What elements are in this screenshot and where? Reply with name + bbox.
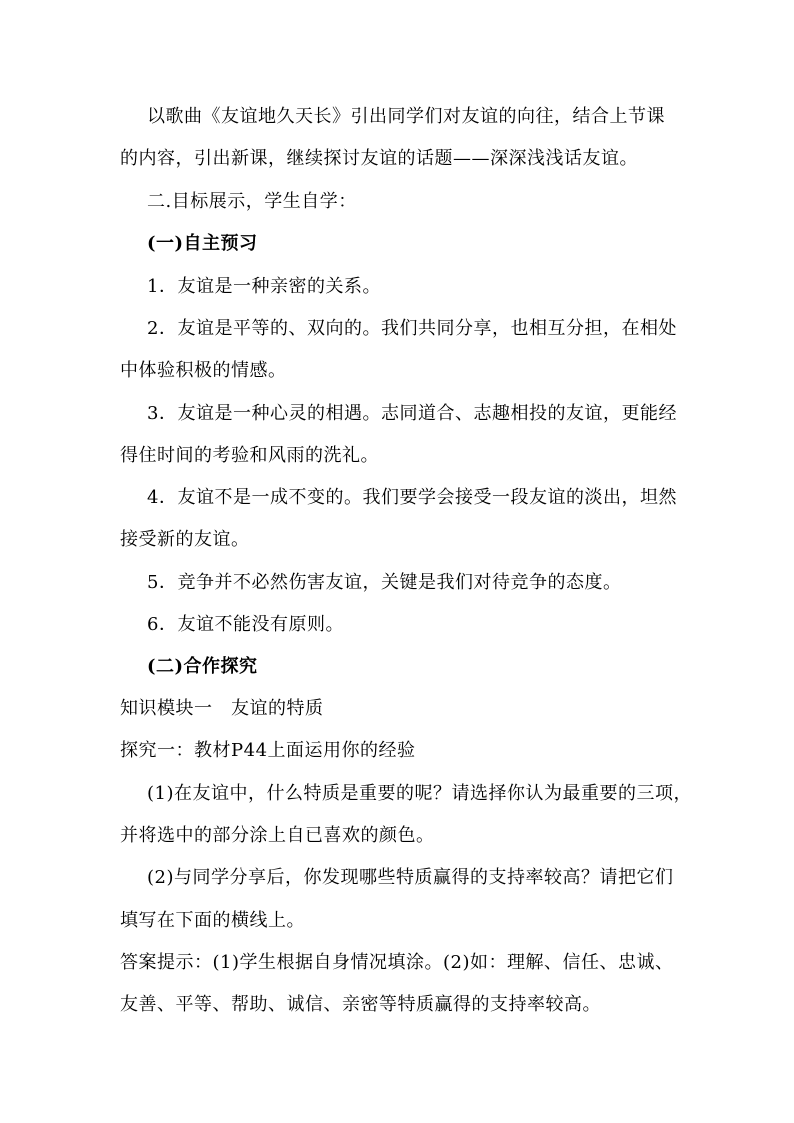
list-item-3-line-1: 3．友谊是一种心灵的相遇。志同道合、志趣相投的友谊，更能经 xyxy=(147,403,677,424)
paragraph-intro-line-1: 以歌曲《友谊地久天长》引出同学们对友谊的向往，结合上节课 xyxy=(147,106,665,127)
list-item-2-line-1: 2．友谊是平等的、双向的。我们共同分享，也相互分担，在相处 xyxy=(147,318,677,339)
paragraph-intro-line-2: 的内容，引出新课，继续探讨友谊的话题——深深浅浅话友谊。 xyxy=(120,148,638,169)
list-item-2-line-2: 中体验积极的情感。 xyxy=(120,360,287,381)
question-2-line-2: 填写在下面的横线上。 xyxy=(120,910,305,931)
list-item-1: 1．友谊是一种亲密的关系。 xyxy=(147,276,381,297)
list-item-3-line-2: 得住时间的考验和风雨的洗礼。 xyxy=(120,445,379,466)
list-item-4-line-2: 接受新的友谊。 xyxy=(120,529,250,550)
inquiry-heading: 探究一：教材P44上面运用你的经验 xyxy=(120,740,416,761)
module-heading: 知识模块一 友谊的特质 xyxy=(120,698,324,719)
question-2-line-1: (2)与同学分享后，你发现哪些特质赢得的支持率较高？请把它们 xyxy=(147,867,674,888)
answer-hint-line-2: 友善、平等、帮助、诚信、亲密等特质赢得的支持率较高。 xyxy=(120,994,601,1015)
section-heading-goals: 二.目标展示，学生自学： xyxy=(147,191,357,212)
list-item-4-line-1: 4．友谊不是一成不变的。我们要学会接受一段友谊的淡出，坦然 xyxy=(147,487,677,508)
answer-hint-line-1: 答案提示：(1)学生根据自身情况填涂。(2)如：理解、信任、忠诚、 xyxy=(120,952,674,973)
list-item-6: 6．友谊不能没有原则。 xyxy=(147,614,344,635)
question-1-line-2: 并将选中的部分涂上自已喜欢的颜色。 xyxy=(120,825,435,846)
subsection-heading-preview: (一)自主预习 xyxy=(147,233,258,254)
question-1-line-1: (1)在友谊中，什么特质是重要的呢？请选择你认为最重要的三项， xyxy=(147,783,692,804)
list-item-5: 5．竞争并不必然伤害友谊，关键是我们对待竞争的态度。 xyxy=(147,572,622,593)
subsection-heading-cooperation: (二)合作探究 xyxy=(147,656,258,677)
